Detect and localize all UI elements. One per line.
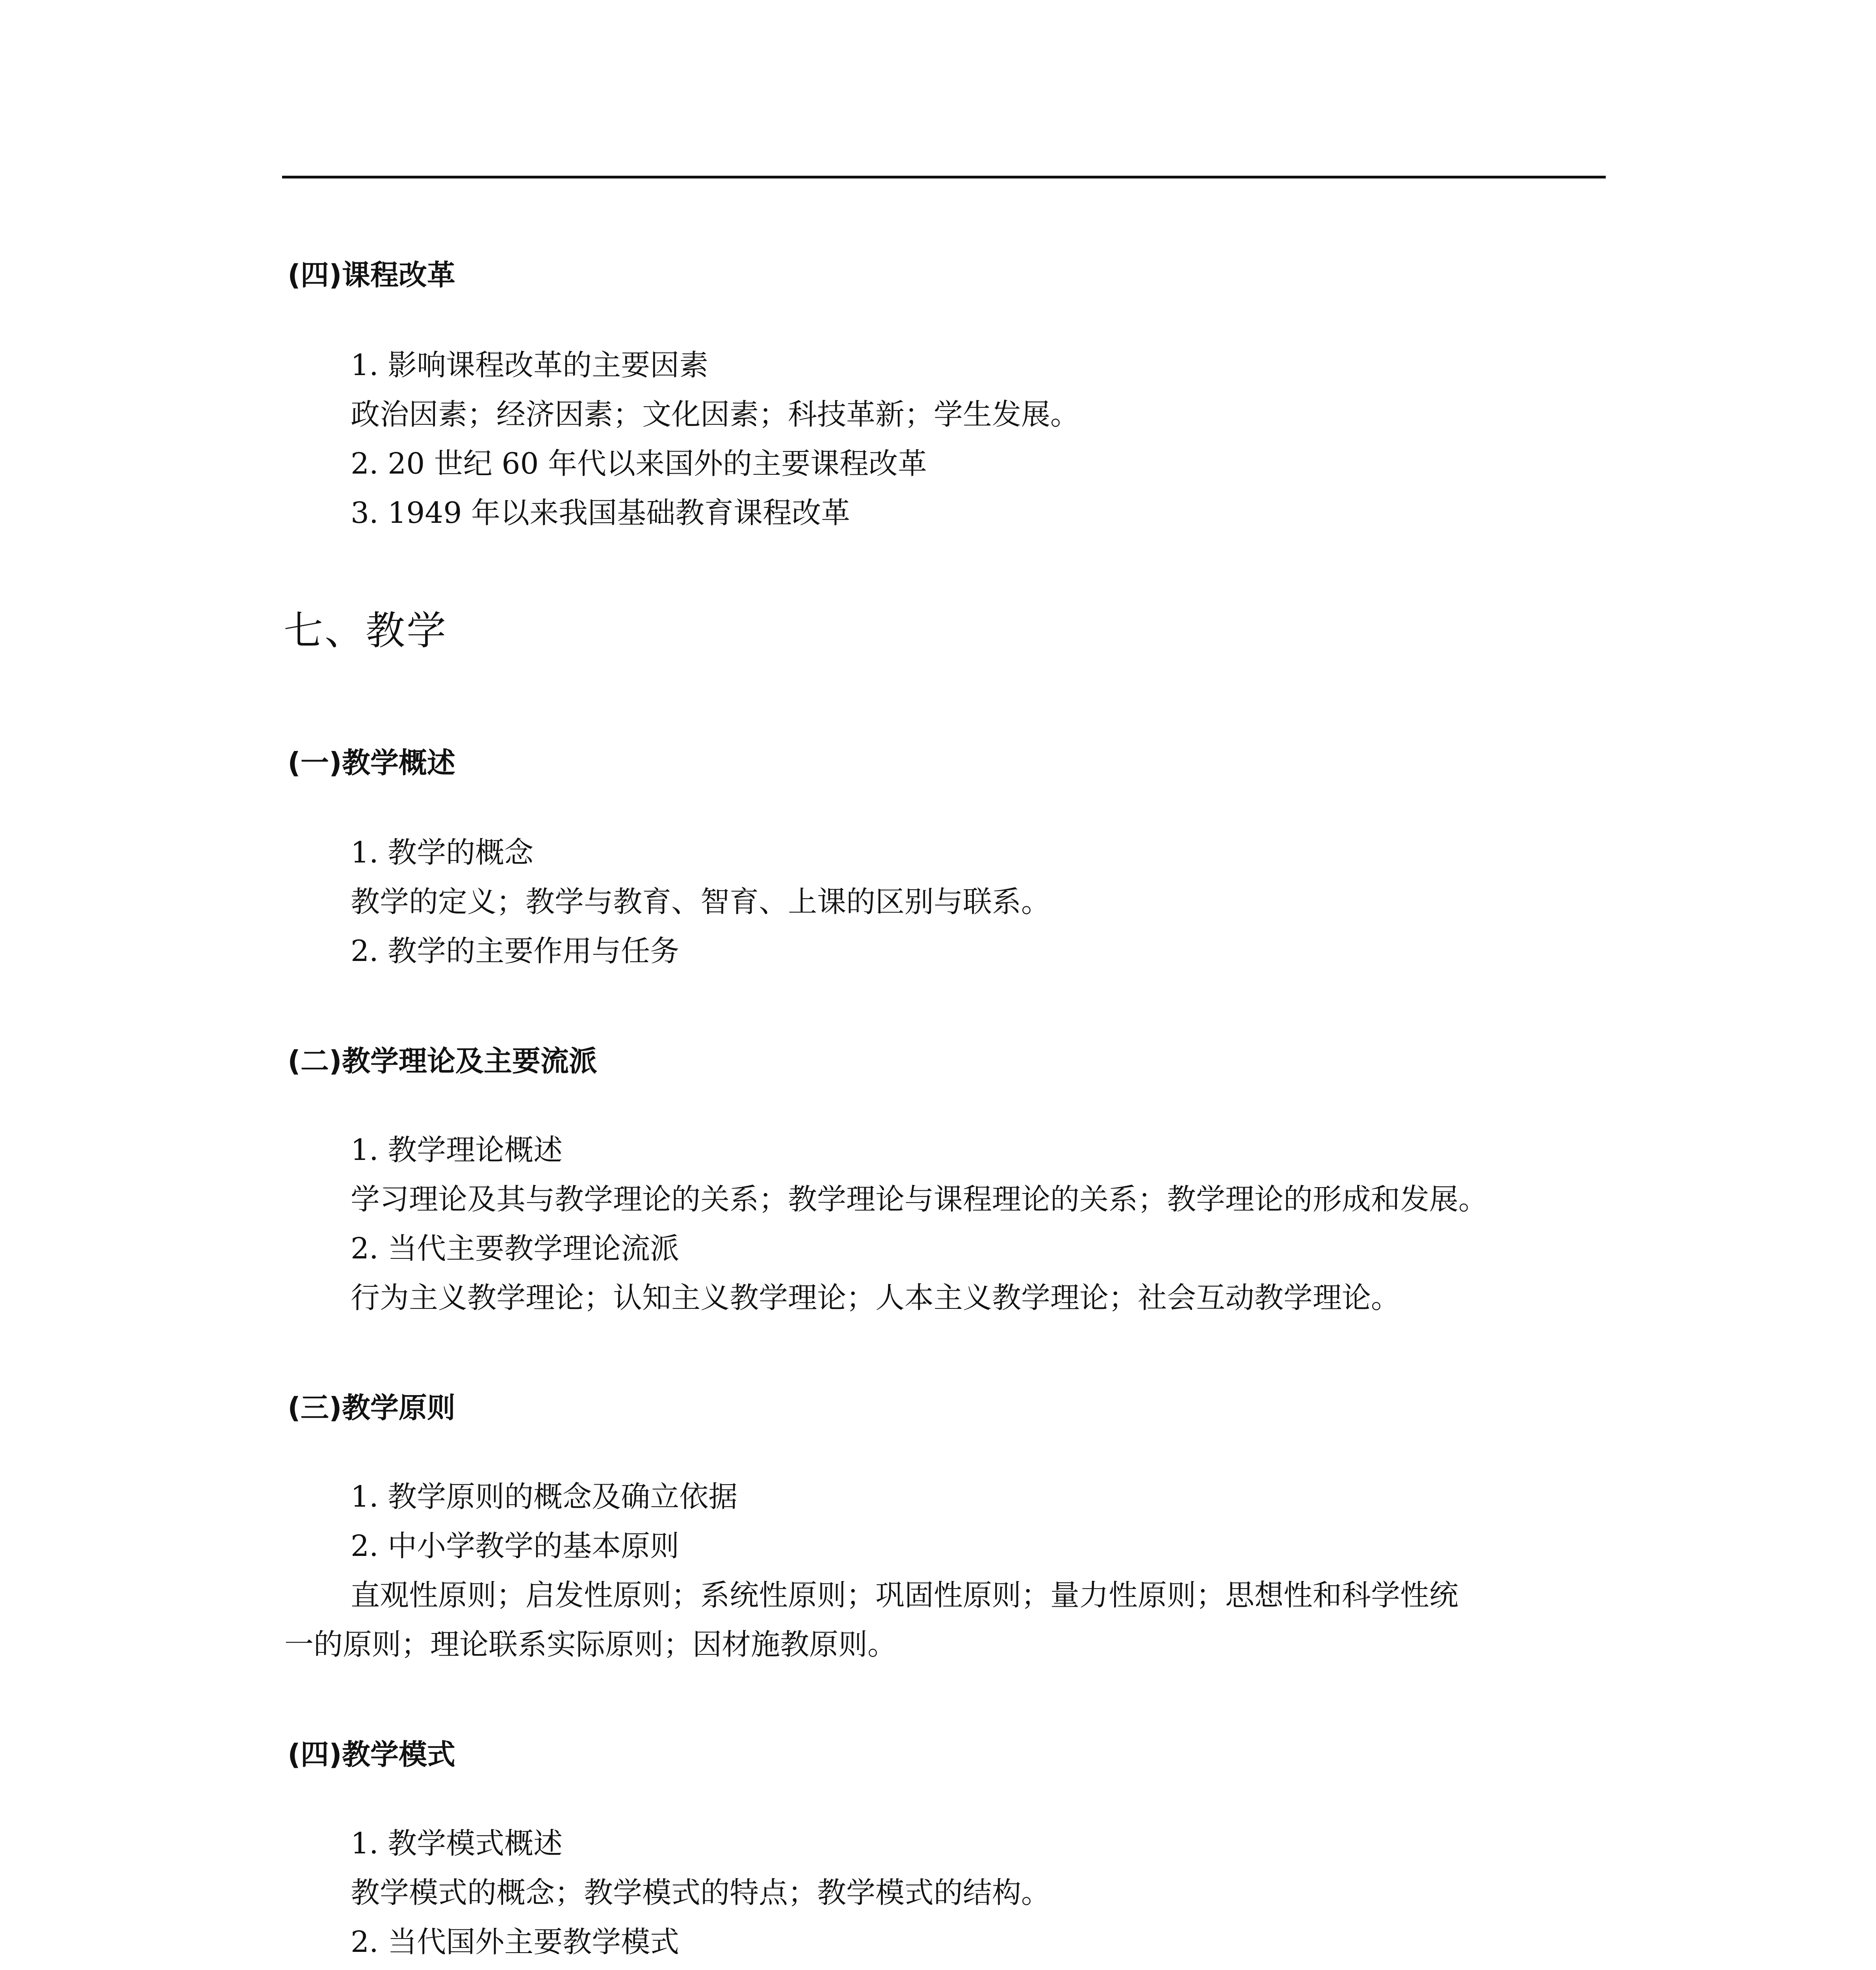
- list-item: 2. 20 世纪 60 年代以来国外的主要课程改革: [351, 447, 927, 481]
- item-description: 行为主义教学理论；认知主义教学理论；人本主义教学理论；社会互动教学理论。: [351, 1281, 1400, 1315]
- list-item: 1. 教学模式概述: [351, 1827, 563, 1860]
- section-heading: (四)课程改革: [288, 258, 455, 292]
- section-heading: (一)教学概述: [288, 746, 455, 779]
- list-item: 2. 当代国外主要教学模式: [351, 1925, 680, 1959]
- list-item: 1. 教学的概念: [351, 836, 534, 870]
- item-description: [351, 1968, 1458, 1970]
- list-item: 1. 影响课程改革的主要因素: [351, 348, 709, 382]
- list-item: 1. 教学原则的概念及确立依据: [351, 1480, 738, 1514]
- list-item: 2. 当代主要教学理论流派: [351, 1232, 680, 1266]
- item-description: 教学模式的概念；教学模式的特点；教学模式的结构。: [351, 1876, 1050, 1910]
- item-description: 政治因素；经济因素；文化因素；科技革新；学生发展。: [351, 398, 1079, 431]
- list-item: 2. 中小学教学的基本原则: [351, 1529, 680, 1563]
- item-description: 教学的定义；教学与教育、智育、上课的区别与联系。: [351, 885, 1050, 919]
- list-item: 1. 教学理论概述: [351, 1133, 563, 1167]
- section-heading: (四)教学模式: [288, 1738, 455, 1771]
- item-description-continued: 一的原则；理论联系实际原则；因材施教原则。: [284, 1628, 897, 1661]
- item-description: 直观性原则；启发性原则；系统性原则；巩固性原则；量力性原则；思想性和科学性统: [351, 1578, 1458, 1612]
- section-heading: (三)教学原则: [288, 1391, 455, 1424]
- header-rule: [282, 176, 1606, 178]
- section-heading: (二)教学理论及主要流派: [288, 1044, 597, 1078]
- list-item: 2. 教学的主要作用与任务: [351, 934, 680, 968]
- list-item: 3. 1949 年以来我国基础教育课程改革: [351, 496, 850, 530]
- chapter-heading: 七、教学: [284, 608, 448, 654]
- item-description: 学习理论及其与教学理论的关系；教学理论与课程理论的关系；教学理论的形成和发展。: [351, 1182, 1488, 1216]
